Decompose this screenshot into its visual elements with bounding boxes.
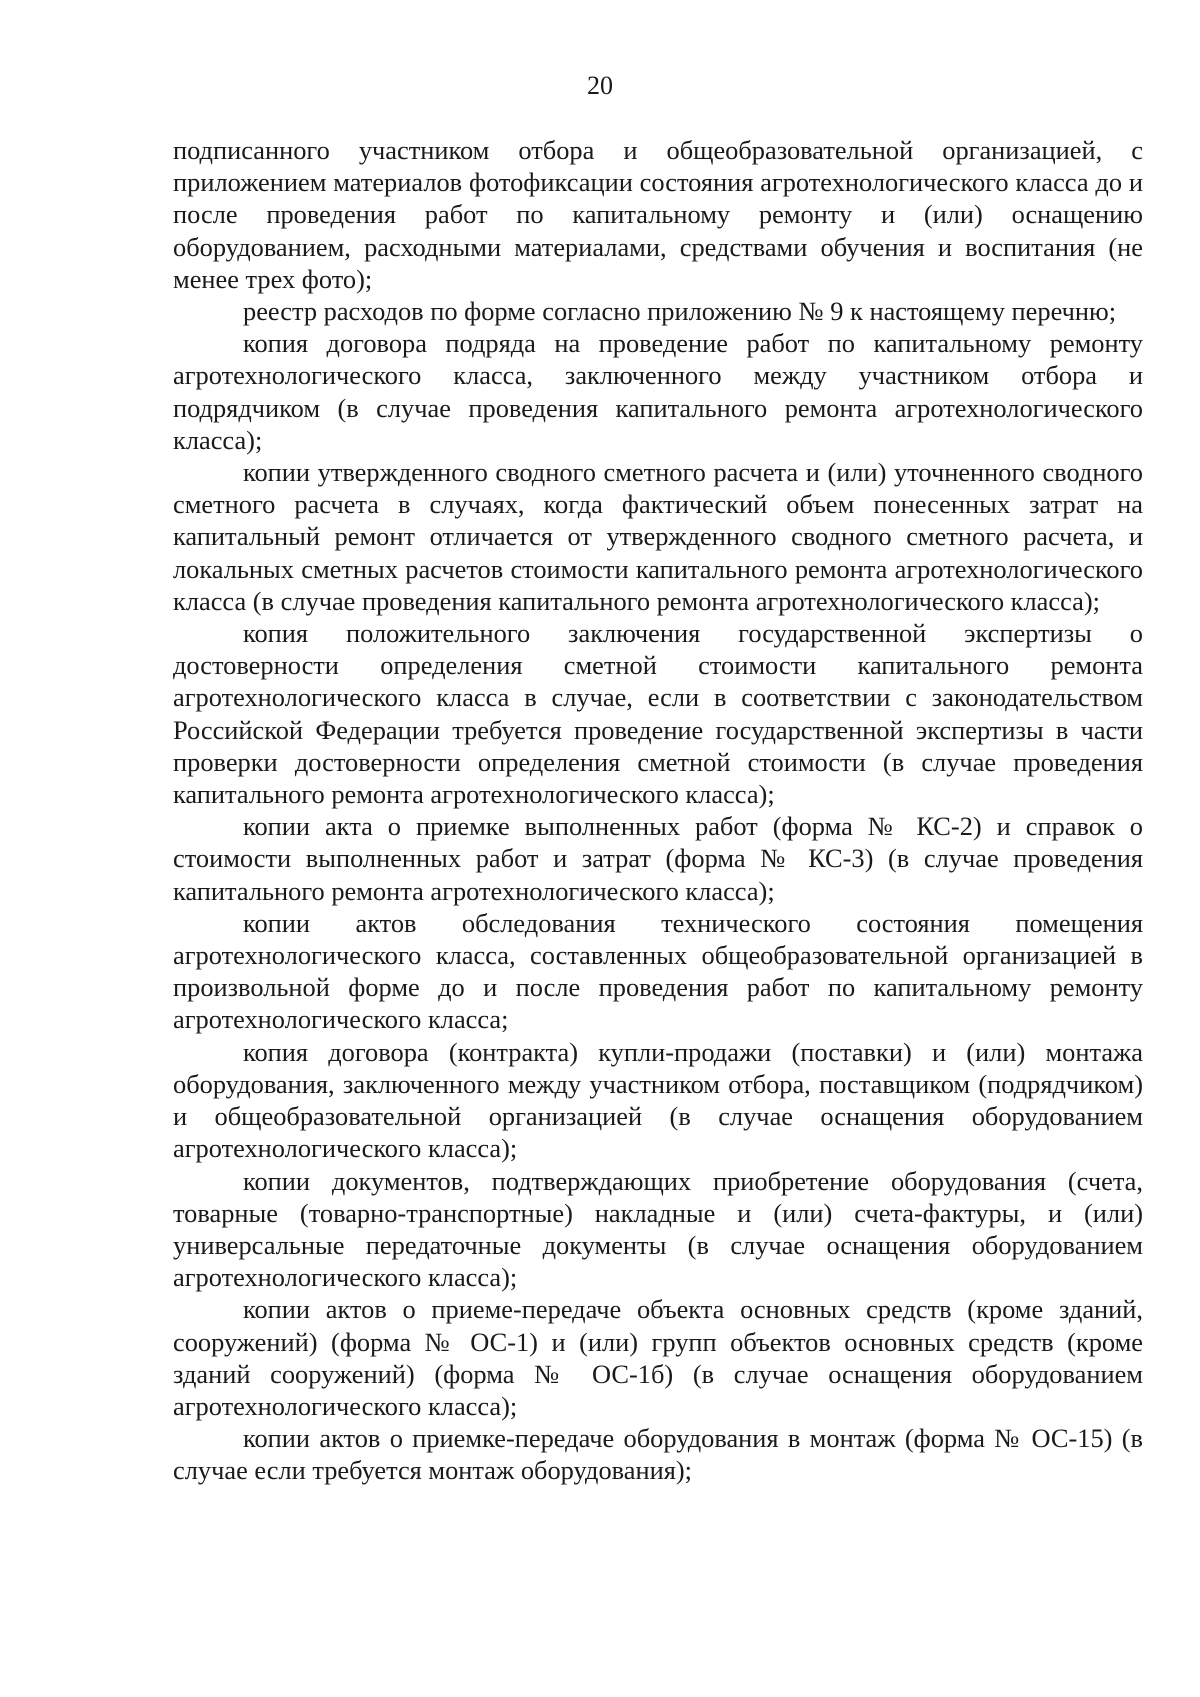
paragraph-continuation: подписанного участником отбора и общеобразовательной организацией, с приложением материалов фотофиксации состояния агротехнологического класса до и после проведения работ по капитальному ремонту и (или) оснащению оборудованием, расходными материалами, средствами обучения и воспитания (не менее трех фото); xyxy=(173,135,1143,294)
page-number: 20 xyxy=(587,71,613,100)
document-body xyxy=(173,134,1143,1487)
paragraph-expertise-conclusion: копия положительного заключения государственной экспертизы о достоверности определения сметной стоимости капитального ремонта агротехнологического класса в случае, если в соответствии с законодательством Российской Федерации требуется проведение государственной экспертизы в части проверки достоверности определения сметной стоимости (в случае проведения капитального ремонта агротехнологического класса); xyxy=(173,618,1143,810)
paragraph-estimate-copies: копии утвержденного сводного сметного расчета и (или) уточненного сводного сметного расчета в случаях, когда фактический объем понесенных затрат на капитальный ремонт отличается от утвержденного сводного сметного расчета, и локальных сметных расчетов стоимости капитального ремонта агротехнологического класса (в случае проведения капитального ремонта агротехнологического класса); xyxy=(173,457,1143,616)
paragraph-ks-acts: копии акта о приемке выполненных работ (форма № КС-2) и справок о стоимости выполненных работ и затрат (форма № КС-3) (в случае проведения капитального ремонта агротехнологического класса); xyxy=(173,811,1143,906)
paragraph-os15-acts: копии актов о приемке-передаче оборудования в монтаж (форма № ОС-15) (в случае если требуется монтаж оборудования); xyxy=(173,1423,1143,1486)
paragraph-expense-register: реестр расходов по форме согласно приложению № 9 к настоящему перечню; xyxy=(243,296,1117,327)
paragraph-contract-copy: копия договора подряда на проведение работ по капитальному ремонту агротехнологического класса, заключенного между участником отбора и подрядчиком (в случае проведения капитального ремонта агротехнологического класса); xyxy=(173,328,1143,455)
paragraph-os-acts: копии актов о приеме-передаче объекта основных средств (кроме зданий, сооружений) (форма № ОС-1) и (или) групп объектов основных средств (кроме зданий сооружений) (форма № ОС-1б) (в случае оснащения оборудованием агротехнологического класса); xyxy=(173,1294,1143,1421)
paragraph-supply-contract: копия договора (контракта) купли-продажи (поставки) и (или) монтажа оборудования, заключенного между участником отбора, поставщиком (подрядчиком) и общеобразовательной организацией (в случае оснащения оборудованием агротехнологического класса); xyxy=(173,1036,1143,1164)
paragraph-purchase-documents: копии документов, подтверждающих приобретение оборудования (счета, товарные (товарно-транспортные) накладные и (или) счета-фактуры, и (или) универсальные передаточные документы (в случае оснащения оборудованием агротехнологического класса); xyxy=(173,1165,1143,1293)
paragraph-inspection-acts: копии актов обследования технического состояния помещения агротехнологического класса, составленных общеобразовательной организацией в произвольной форме до и после проведения работ по капитальному ремонту агротехнологического класса; xyxy=(173,907,1143,1035)
